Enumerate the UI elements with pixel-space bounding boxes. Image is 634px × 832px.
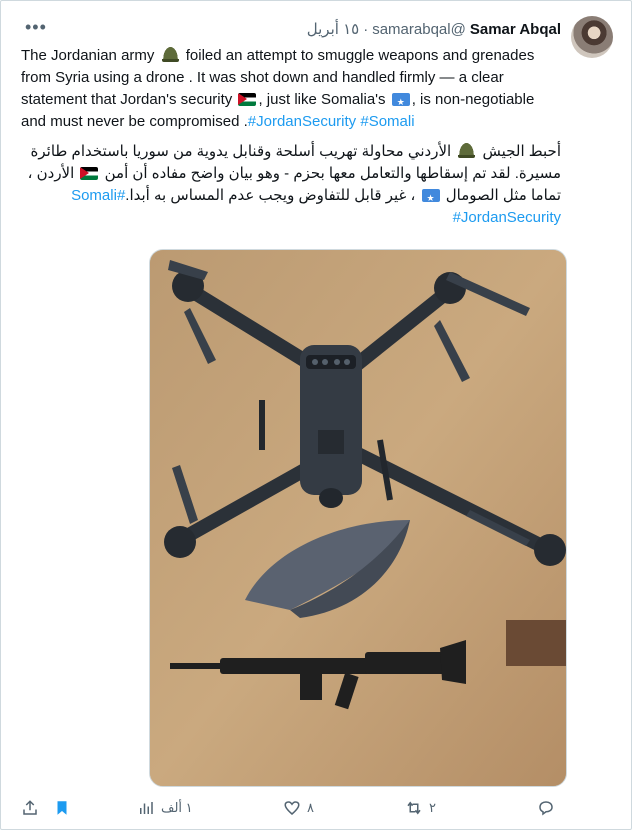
- views-icon: [137, 799, 155, 817]
- hashtag-link[interactable]: #JordanSecurity: [247, 113, 357, 130]
- text-segment: foiled an attempt to smuggle weapons and grenades from Syria using a drone . It was shot down and handled firmly — a clear statement that Jordan's security: [21, 47, 535, 108]
- tweet-photo[interactable]: [149, 249, 567, 787]
- text-segment: الأردن ، تماما مثل الصومال: [27, 165, 561, 204]
- somalia-flag-icon: [392, 93, 410, 106]
- text-segment: , just like Somalia's: [258, 91, 386, 108]
- box-corner: [506, 620, 566, 666]
- drone-and-rifle-photo: [150, 250, 566, 786]
- text-segment: , is non-negotiable and must never be compromised .: [21, 91, 535, 130]
- military-helmet-icon: [458, 141, 475, 158]
- post-time[interactable]: ١٥ أبريل: [306, 21, 360, 38]
- tweet-text-english: [21, 45, 561, 133]
- reply-icon: [537, 799, 555, 817]
- text-segment: The Jordanian army: [21, 47, 155, 64]
- repost-icon: [405, 799, 423, 817]
- reply-button[interactable]: [537, 799, 555, 817]
- action-bar: [1, 795, 631, 823]
- share-button[interactable]: [21, 799, 39, 817]
- tweet-header: [307, 20, 561, 38]
- text-segment: الأردني محاولة تهريب أسلحة وقنابل يدوية من سوريا باستخدام طائرة مسيرة. لقد تم إسقاطها والتعامل معها بحزم - وهو بيان واضح مفاده أن أمن: [30, 143, 561, 182]
- author-name[interactable]: Samar Abqal: [469, 21, 561, 38]
- jordan-flag-icon: [80, 167, 98, 180]
- bookmark-icon: [53, 799, 71, 817]
- tweet-text-arabic: [21, 141, 561, 229]
- repost-button[interactable]: [405, 799, 436, 817]
- hashtag-link[interactable]: #JordanSecurity: [452, 209, 561, 226]
- bookmark-button[interactable]: [53, 799, 71, 817]
- separator-dot: ·: [363, 21, 369, 38]
- jordan-flag-icon: [238, 93, 256, 106]
- author-handle[interactable]: @samarabqal: [372, 21, 466, 38]
- somalia-flag-icon: [422, 189, 440, 202]
- views-count: ١ ألف: [161, 800, 193, 815]
- avatar[interactable]: [571, 16, 613, 58]
- more-options-icon[interactable]: •••: [25, 17, 47, 37]
- hashtag-link[interactable]: #Somali: [71, 187, 126, 204]
- text-segment: أحبط الجيش: [482, 143, 561, 160]
- hashtag-link[interactable]: #Somali: [360, 113, 415, 130]
- military-helmet-icon: [162, 45, 179, 62]
- repost-count: ٢: [429, 800, 436, 815]
- views-button[interactable]: [137, 799, 193, 817]
- text-segment: ، غير قابل للتفاوض ويجب عدم المساس به أبدا.: [125, 187, 416, 204]
- share-icon: [21, 799, 39, 817]
- like-count: ٨: [307, 800, 314, 815]
- heart-icon: [283, 799, 301, 817]
- like-button[interactable]: [283, 799, 314, 817]
